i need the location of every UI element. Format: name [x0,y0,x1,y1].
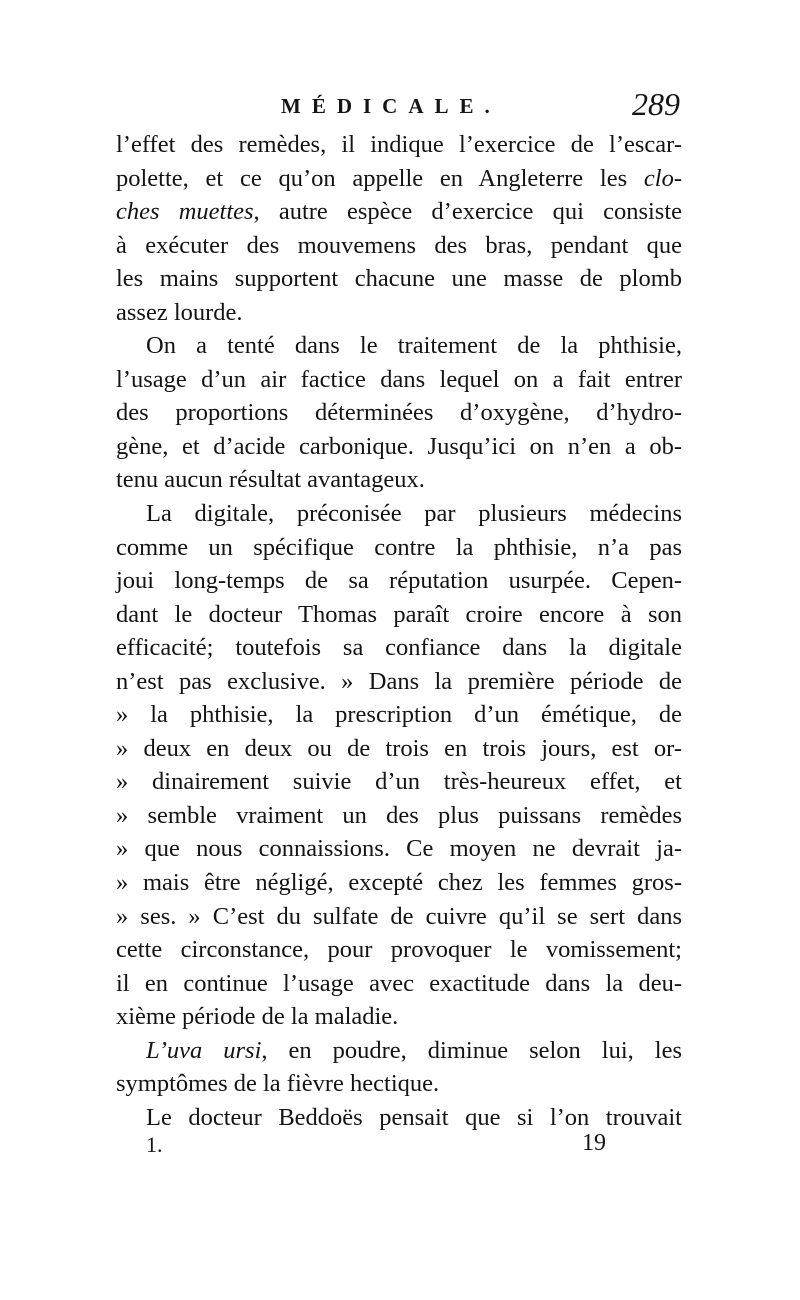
text-line [116,162,682,196]
text-line [116,296,682,330]
line-text: assez lourde. [116,298,243,326]
line-text: polette, et ce qu’on appelle en Angleterre les [116,164,644,192]
line-text: comme un spécifique contre la phthisie, n’a pas [116,533,682,561]
line-text: il en continue l’usage avec exactitude dans la deu- [116,969,682,997]
text-line [116,229,682,263]
line-text: , en poudre, diminue selon lui, les [261,1036,682,1064]
quote-line [116,900,682,934]
line-text: » deux en deux ou de trois en trois jours, est or- [116,734,682,762]
line-text: » ses. » C’est du sulfate de cuivre qu’il se sert dans [116,902,682,930]
line-text: l’usage d’un air factice dans lequel on a fait entrer [116,365,682,393]
quote-line [116,832,682,866]
line-text: les mains supportent chacune une masse de plomb [116,265,682,293]
quote-line [116,799,682,833]
paragraph-start [116,1034,682,1068]
line-text: » la phthisie, la prescription d’un émétique, de [116,701,682,729]
quote-line [116,698,682,732]
text-line [116,363,682,397]
text-line [116,933,682,967]
quote-line [116,866,682,900]
page-header [116,86,686,128]
text-line [116,396,682,430]
text-line [116,598,682,632]
line-text: tenu aucun résultat avantageux. [116,466,425,494]
text-line [116,631,682,665]
italic-text: clo- [643,164,682,192]
line-text: à exécuter des mouvemens des bras, pendant que [116,231,682,259]
italic-text: ches muettes [116,198,254,226]
line-text: cette circonstance, pour provoquer le vomissement; [116,936,682,964]
line-text: xième période de la maladie. [116,1003,399,1031]
text-line [116,463,682,497]
text-line [116,531,682,565]
line-text: gène, et d’acide carbonique. Jusqu’ici on n’en a ob- [116,432,682,460]
gathering-number: 19 [582,1130,606,1156]
line-text: » semble vraiment un des plus puissans remèdes [116,801,682,829]
text-line [116,195,682,229]
line-text: La digitale, préconisée par plusieurs médecins [146,500,682,528]
line-text: joui long-temps de sa réputation usurpée. Cepen- [116,567,682,595]
text-line [116,665,682,699]
line-text: , autre espèce d’exercice qui consiste [253,198,682,226]
text-line [116,564,682,598]
line-text: symptômes de la fièvre hectique. [116,1070,440,1098]
text-line [116,1000,682,1034]
paragraph-start [116,497,682,531]
quote-line [116,765,682,799]
line-text: » dinairement suivie d’un très-heureux effet, et [116,768,682,796]
line-text: n’est pas exclusive. » Dans la première période de [116,667,682,695]
running-head: MÉDICALE. [281,94,501,118]
text-line [116,1067,682,1101]
signature-mark: 1. [146,1132,163,1157]
page-footer [146,1130,606,1170]
line-text: dant le docteur Thomas paraît croire encore à son [116,600,682,628]
paragraph-start [116,329,682,363]
line-text: Le docteur Beddoës pensait que si l’on trouvait [146,1103,682,1131]
text-line [116,430,682,464]
text-line [116,128,682,162]
page-number: 289 [632,86,680,122]
body-text [116,128,682,1134]
text-line [116,262,682,296]
line-text: » que nous connaissions. Ce moyen ne devrait ja- [116,835,682,863]
line-text: » mais être négligé, excepté chez les femmes gros- [116,869,682,897]
line-text: On a tenté dans le traitement de la phthisie, [146,332,682,360]
line-text: l’effet des remèdes, il indique l’exercice de l’escar- [116,131,682,158]
quote-line [116,732,682,766]
line-text: des proportions déterminées d’oxygène, d’hydro- [116,399,682,427]
italic-text: L’uva ursi [146,1036,262,1064]
text-line [116,967,682,1001]
line-text: efficacité; toutefois sa confiance dans la digitale [116,634,682,662]
